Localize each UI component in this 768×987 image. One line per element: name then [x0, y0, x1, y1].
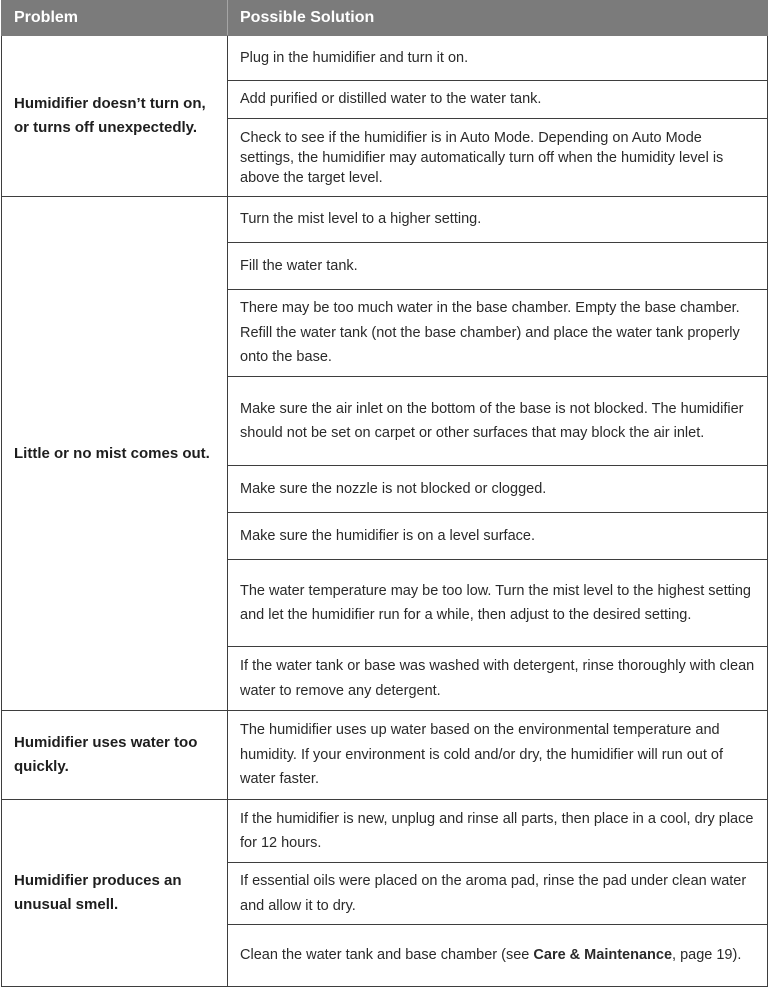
table-row	[2, 36, 768, 81]
problem-cell: Humidifier uses water too quickly.	[2, 711, 228, 800]
solution-cell: Plug in the humidifier and turn it on.	[228, 36, 768, 81]
solution-cell: Check to see if the humidifier is in Auto Mode. Depending on Auto Mode settings, the humidifier may automatically turn off when the humidity level is above the target level.	[228, 119, 768, 197]
problem-cell: Little or no mist comes out.	[2, 197, 228, 711]
table-row	[2, 711, 768, 800]
solution-cell	[228, 925, 768, 987]
solution-text: , page 19).	[672, 947, 742, 964]
solution-cell: Add purified or distilled water to the water tank.	[228, 81, 768, 119]
header-row	[2, 1, 768, 36]
solution-cell: The water temperature may be too low. Turn the mist level to the highest setting and let the humidifier run for a while, then adjust to the desired setting.	[228, 560, 768, 647]
solution-cell: If essential oils were placed on the aroma pad, rinse the pad under clean water and allow it to dry.	[228, 863, 768, 925]
table-row	[2, 197, 768, 243]
solution-cell: Make sure the nozzle is not blocked or clogged.	[228, 466, 768, 513]
troubleshooting-table	[1, 0, 768, 987]
solution-cell: There may be too much water in the base chamber. Empty the base chamber. Refill the water tank (not the base chamber) and place the water tank properly onto the base.	[228, 290, 768, 377]
solution-text: Clean the water tank and base chamber (see	[240, 947, 534, 964]
solution-cell: Make sure the humidifier is on a level surface.	[228, 513, 768, 560]
care-maintenance-reference: Care & Maintenance	[533, 947, 673, 964]
solution-cell: If the water tank or base was washed with detergent, rinse thoroughly with clean water to remove any detergent.	[228, 647, 768, 711]
solution-cell: Make sure the air inlet on the bottom of the base is not blocked. The humidifier should not be set on carpet or other surfaces that may block the air inlet.	[228, 377, 768, 466]
problem-cell: Humidifier produces an unusual smell.	[2, 800, 228, 987]
solution-column-header: Possible Solution	[228, 1, 768, 36]
solution-cell: Fill the water tank.	[228, 243, 768, 290]
problem-column-header: Problem	[2, 1, 228, 36]
solution-cell: If the humidifier is new, unplug and rinse all parts, then place in a cool, dry place for 12 hours.	[228, 800, 768, 863]
problem-cell: Humidifier doesn’t turn on, or turns off unexpectedly.	[2, 36, 228, 197]
table-row	[2, 800, 768, 863]
solution-cell: Turn the mist level to a higher setting.	[228, 197, 768, 243]
solution-cell: The humidifier uses up water based on the environmental temperature and humidity. If your environment is cold and/or dry, the humidifier will run out of water faster.	[228, 711, 768, 800]
